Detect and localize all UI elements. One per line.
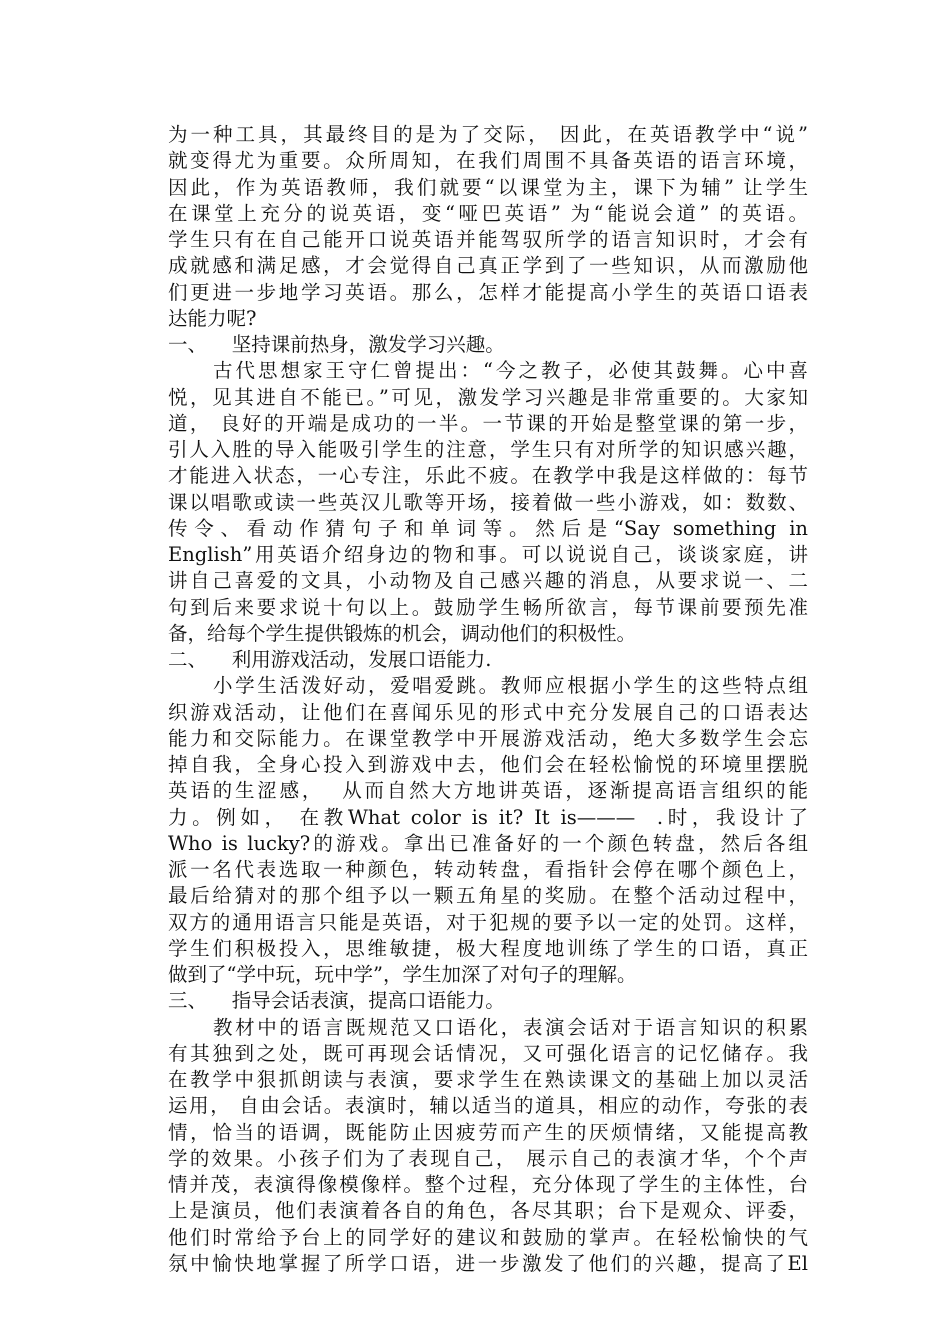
text-line: 氛中愉快地掌握了所学口语，进一步激发了他们的兴趣，提高了El (168, 1251, 808, 1275)
text-line: 有其独到之处，既可再现会话情况，又可强化语言的记忆储存。我 (168, 1041, 808, 1065)
text-line: Who is lucky?的游戏。拿出已准备好的一个颜色转盘，然后各组 (168, 831, 808, 855)
text-line: 教材中的语言既规范又口语化，表演会话对于语言知识的积累 (213, 1015, 808, 1039)
text-line: 才能进入状态，一心专注，乐此不疲。在教学中我是这样做的：每节 (168, 464, 808, 488)
text-line: 英语的生涩感， 从而自然大方地讲英语，逐渐提高语言组织的能 (168, 779, 808, 803)
text-line: 能力和交际能力。在课堂教学中开展游戏活动，绝大多数学生会忘 (168, 726, 808, 750)
text-line: 做到了“学中玩，玩中学”，学生加深了对句子的理解。 (168, 963, 637, 986)
text-line: 力。例如， 在教What color is it? It is——— .时，我设计了 (168, 805, 808, 829)
text-line: 引人入胜的导入能吸引学生的注意，学生只有对所学的知识感兴趣， (168, 438, 808, 461)
section-heading-2: 二、 利用游戏活动，发展口语能力. (168, 648, 492, 671)
text-line: 课以唱歌或读一些英汉儿歌等开场，接着做一些小游戏，如：数数、 (168, 490, 808, 514)
text-line: 织游戏活动，让他们在喜闻乐见的形式中充分发展自己的口语表达 (168, 700, 808, 724)
section-heading-3: 三、 指导会话表演，提高口语能力。 (168, 989, 505, 1013)
text-line: 道， 良好的开端是成功的一半。一节课的开始是整堂课的第一步， (168, 411, 808, 435)
text-line: 为一种工具，其最终目的是为了交际， 因此，在英语教学中“说” (168, 123, 808, 146)
text-line: 悦，见其进自不能已。”可见，激发学习兴趣是非常重要的。大家知 (168, 385, 808, 409)
text-line: 句到后来要求说十句以上。鼓励学生畅所欲言，每节课前要预先准 (168, 595, 808, 619)
text-line: 派一名代表选取一种颜色，转动转盘，看指针会停在哪个颜色上， (168, 858, 808, 881)
text-line: 备，给每个学生提供锻炼的机会，调动他们的积极性。 (168, 621, 637, 645)
text-line: 双方的通用语言只能是英语，对于犯规的要予以一定的处罚。这样， (168, 910, 808, 934)
document-body (168, 122, 808, 1277)
text-line: 成就感和满足感，才会觉得自己真正学到了一些知识，从而激励他 (168, 254, 808, 278)
text-line: English”用英语介绍身边的物和事。可以说说自己，谈谈家庭，讲 (168, 543, 808, 566)
text-line: 学生们积极投入，思维敏捷，极大程度地训练了学生的口语，真正 (168, 936, 808, 960)
text-line: 在教学中狠抓朗读与表演，要求学生在熟读课文的基础上加以灵活 (168, 1068, 808, 1091)
text-line: 运用， 自由会话。表演时，辅以适当的道具，相应的动作，夸张的表 (168, 1094, 808, 1118)
text-line: 达能力呢? (168, 306, 257, 330)
text-line: 古代思想家王守仁曾提出：“今之教子，必使其鼓舞。心中喜 (213, 359, 808, 383)
text-line: 掉自我，全身心投入到游戏中去，他们会在轻松愉悦的环境里摆脱 (168, 753, 808, 776)
text-line: 学的效果。小孩子们为了表现自己， 展示自己的表演才华，个个声 (168, 1146, 808, 1170)
text-line: 他们时常给予台上的同学好的建议和鼓励的掌声。在轻松愉快的气 (168, 1225, 808, 1249)
text-line: 情，恰当的语调，既能防止因疲劳而产生的厌烦情绪，又能提高教 (168, 1120, 808, 1144)
text-line: 在课堂上充分的说英语，变“哑巴英语” 为“能说会道” 的英语。 (168, 201, 808, 225)
text-line: 就变得尤为重要。众所周知，在我们周围不具备英语的语言环境， (168, 149, 808, 173)
text-line: 学生只有在自己能开口说英语并能驾驭所学的语言知识时，才会有 (168, 228, 808, 251)
text-line: 讲自己喜爱的文具，小动物及自己感兴趣的消息，从要求说一、二 (168, 569, 808, 593)
text-line: 小学生活泼好动，爱唱爱跳。教师应根据小学生的这些特点组 (213, 674, 808, 698)
text-line: 们更进一步地学习英语。那么，怎样才能提高小学生的英语口语表 (168, 280, 808, 304)
text-line: 最后给猜对的那个组予以一颗五角星的奖励。在整个活动过程中， (168, 884, 808, 908)
text-line: 传令、看动作猜句子和单词等。然后是“Say something in (168, 516, 808, 540)
text-line: 情并茂，表演得像模像样。整个过程，充分体现了学生的主体性，台 (168, 1173, 808, 1196)
section-heading-1: 一、 坚持课前热身，激发学习兴趣。 (168, 333, 505, 356)
text-line: 因此，作为英语教师，我们就要“以课堂为主，课下为辅” 让学生 (168, 175, 808, 199)
text-line: 上是演员，他们表演着各自的角色，各尽其职；台下是观众、评委， (168, 1199, 808, 1223)
